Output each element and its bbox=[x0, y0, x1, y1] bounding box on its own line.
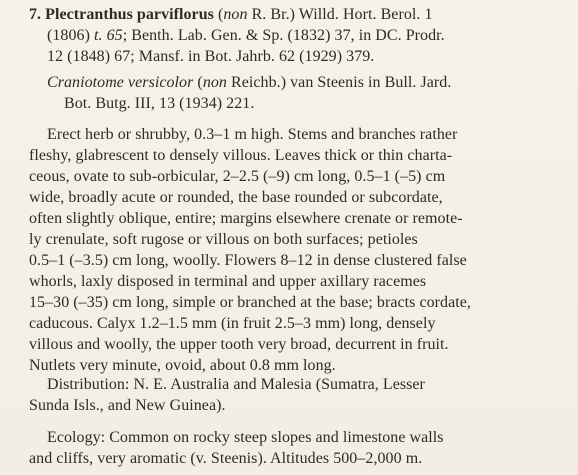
description-line-10: caducous. Calyx 1.2–1.5 mm (in fruit 2.5–3 mm) long, densely bbox=[29, 315, 436, 332]
description-paragraph bbox=[29, 124, 557, 376]
description-line-4: wide, broadly acute or rounded, the base rounded or subcordate, bbox=[29, 189, 443, 206]
description-line-7: 0.5–1 (–3.5) cm long, woolly. Flowers 8–12 in dense clustered false bbox=[29, 252, 467, 269]
description-line-3: ceous, ovate to sub-orbicular, 2–2.5 (–9) cm long, 0.5–1 (–5) cm bbox=[29, 168, 446, 185]
distribution-paragraph bbox=[29, 374, 557, 416]
synonym-line-2: Bot. Butg. III, 13 (1934) 221. bbox=[64, 95, 255, 112]
entry-non-italic: non bbox=[223, 6, 248, 23]
ecology-line-2: and cliffs, very aromatic (v. Steenis). Altitudes 500–2,000 m. bbox=[29, 450, 423, 467]
description-line-8: whorls, laxly disposed in terminal and upper axillary racemes bbox=[29, 273, 427, 290]
synonym-line-1-text-b: Reichb.) van Steenis in Bull. Jard. bbox=[226, 74, 452, 91]
description-line-2: fleshy, glabrescent to densely villous. Leaves thick or thin charta- bbox=[29, 147, 453, 164]
description-line-12: Nutlets very minute, ovoid, about 0.8 mm long. bbox=[29, 357, 336, 374]
distribution-line-2: Sunda Isls., and New Guinea). bbox=[29, 397, 226, 414]
species-name: Plectranthus parviflorus bbox=[45, 6, 214, 23]
description-line-9: 15–30 (–35) cm long, simple or branched at the base; bracts cordate, bbox=[29, 294, 471, 311]
species-entry bbox=[29, 4, 557, 67]
description-line-1: Erect herb or shrubby, 0.3–1 m high. Stems and branches rather bbox=[47, 126, 458, 143]
synonym-name: Craniotome versicolor bbox=[47, 74, 194, 91]
entry-line-2 bbox=[29, 25, 557, 46]
entry-number: 7. bbox=[29, 6, 42, 23]
ecology-line-1: Ecology: Common on rocky steep slopes and limestone walls bbox=[47, 429, 444, 446]
entry-plate-reference: t. 65 bbox=[94, 27, 123, 44]
synonym-line-1 bbox=[29, 72, 557, 93]
entry-line-1-text-a: ( bbox=[213, 6, 224, 23]
description-line-11: villous and woolly, the upper tooth very broad, decurrent in fruit. bbox=[29, 336, 449, 353]
description-line-6: ly crenulate, soft rugose or villous on both surfaces; petioles bbox=[29, 231, 418, 248]
synonym-line-1-text-a: ( bbox=[193, 74, 203, 91]
entry-line-1 bbox=[29, 4, 557, 25]
synonym-block bbox=[29, 72, 557, 114]
entry-line-2-text-a: (1806) bbox=[47, 27, 95, 44]
synonym-non-italic: non bbox=[202, 74, 227, 91]
ecology-paragraph bbox=[29, 427, 557, 469]
entry-line-3: 12 (1848) 67; Mansf. in Bot. Jahrb. 62 (1929) 379. bbox=[47, 48, 375, 65]
description-line-5: often slightly oblique, entire; margins elsewhere crenate or remote- bbox=[29, 210, 463, 227]
entry-line-1-text-b: R. Br.) Willd. Hort. Berol. 1 bbox=[247, 6, 433, 23]
entry-line-2-text-b: ; Benth. Lab. Gen. & Sp. (1832) 37, in DC. Prodr. bbox=[122, 27, 445, 44]
distribution-line-1: Distribution: N. E. Australia and Malesia (Sumatra, Lesser bbox=[47, 376, 425, 393]
